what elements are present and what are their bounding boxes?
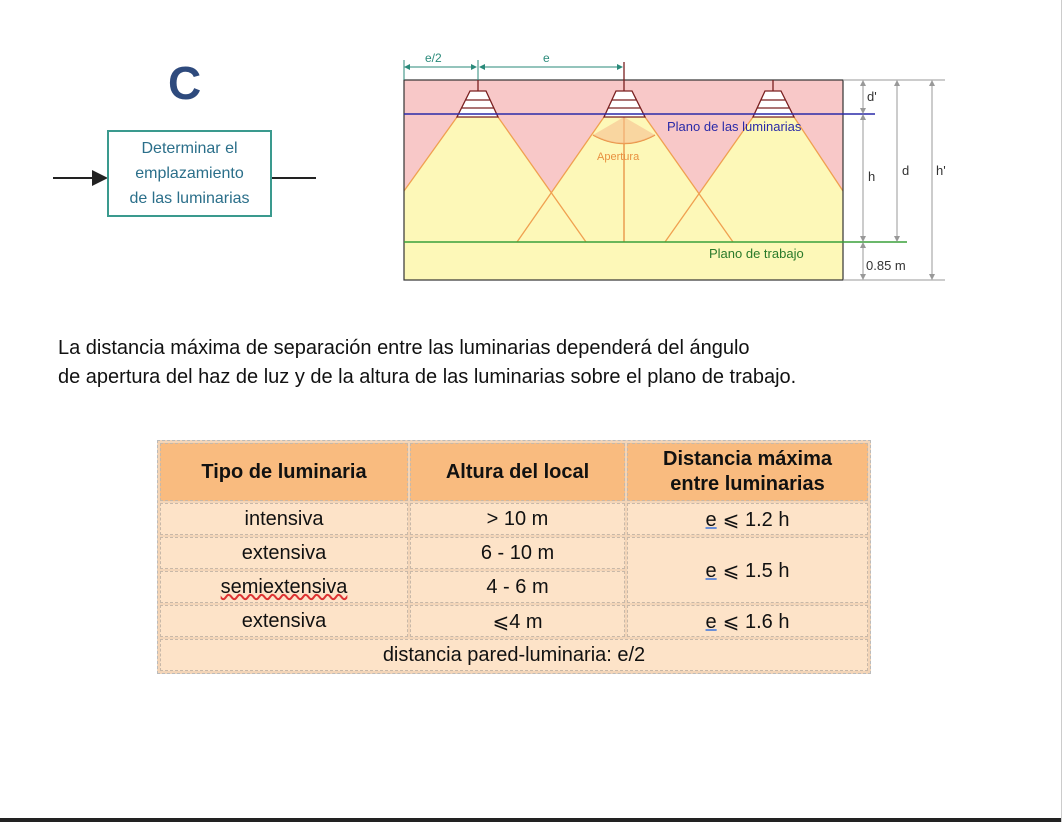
header-altura: Altura del local (410, 443, 625, 501)
cell-distancia: e ⩽ 1.5 h (627, 537, 868, 603)
d-prime-label: d' (867, 89, 877, 104)
step-box-line: Determinar el (141, 140, 238, 157)
cell-altura: 6 - 10 m (410, 537, 625, 569)
table-row (160, 605, 868, 637)
cell-tipo: semiextensiva (160, 571, 408, 603)
table-row (160, 537, 868, 569)
table-footer-row (160, 639, 868, 671)
section-letter: C (168, 57, 202, 109)
paragraph-line: de apertura del haz de luz y de la altura de las luminarias sobre el plano de trabajo. (58, 366, 797, 388)
step-box-line: emplazamiento (135, 165, 244, 182)
step-box-line: de las luminarias (129, 190, 250, 207)
header-distancia: Distancia máxima entre luminarias (627, 443, 868, 501)
work-height-label: 0.85 m (866, 258, 906, 273)
cell-distancia: e ⩽ 1.2 h (627, 503, 868, 535)
step-box (107, 130, 272, 217)
work-plane-label: Plano de trabajo (709, 246, 804, 261)
aperture-label: Apertura (597, 151, 640, 163)
spacing-table (157, 440, 871, 674)
cell-tipo: extensiva (160, 605, 408, 637)
table-row (160, 503, 868, 535)
cell-altura: ⩽4 m (410, 605, 625, 637)
dim-e-label: e (543, 51, 550, 65)
bottom-border (0, 818, 1062, 822)
h-label: h (868, 169, 876, 184)
d-label: d (902, 163, 910, 178)
cell-distancia: e ⩽ 1.6 h (627, 605, 868, 637)
table-header-row (160, 443, 868, 501)
cell-footer: distancia pared-luminaria: e/2 (160, 639, 868, 671)
cell-tipo: intensiva (160, 503, 408, 535)
dim-e-half-label: e/2 (425, 51, 442, 65)
paragraph-line: La distancia máxima de separación entre las luminarias dependerá del ángulo (58, 337, 750, 359)
h-prime-label: h' (936, 163, 946, 178)
cell-altura: 4 - 6 m (410, 571, 625, 603)
header-tipo: Tipo de luminaria (160, 443, 408, 501)
cell-altura: > 10 m (410, 503, 625, 535)
cell-tipo: extensiva (160, 537, 408, 569)
luminaire-plane-label: Plano de las luminarias (667, 119, 802, 134)
